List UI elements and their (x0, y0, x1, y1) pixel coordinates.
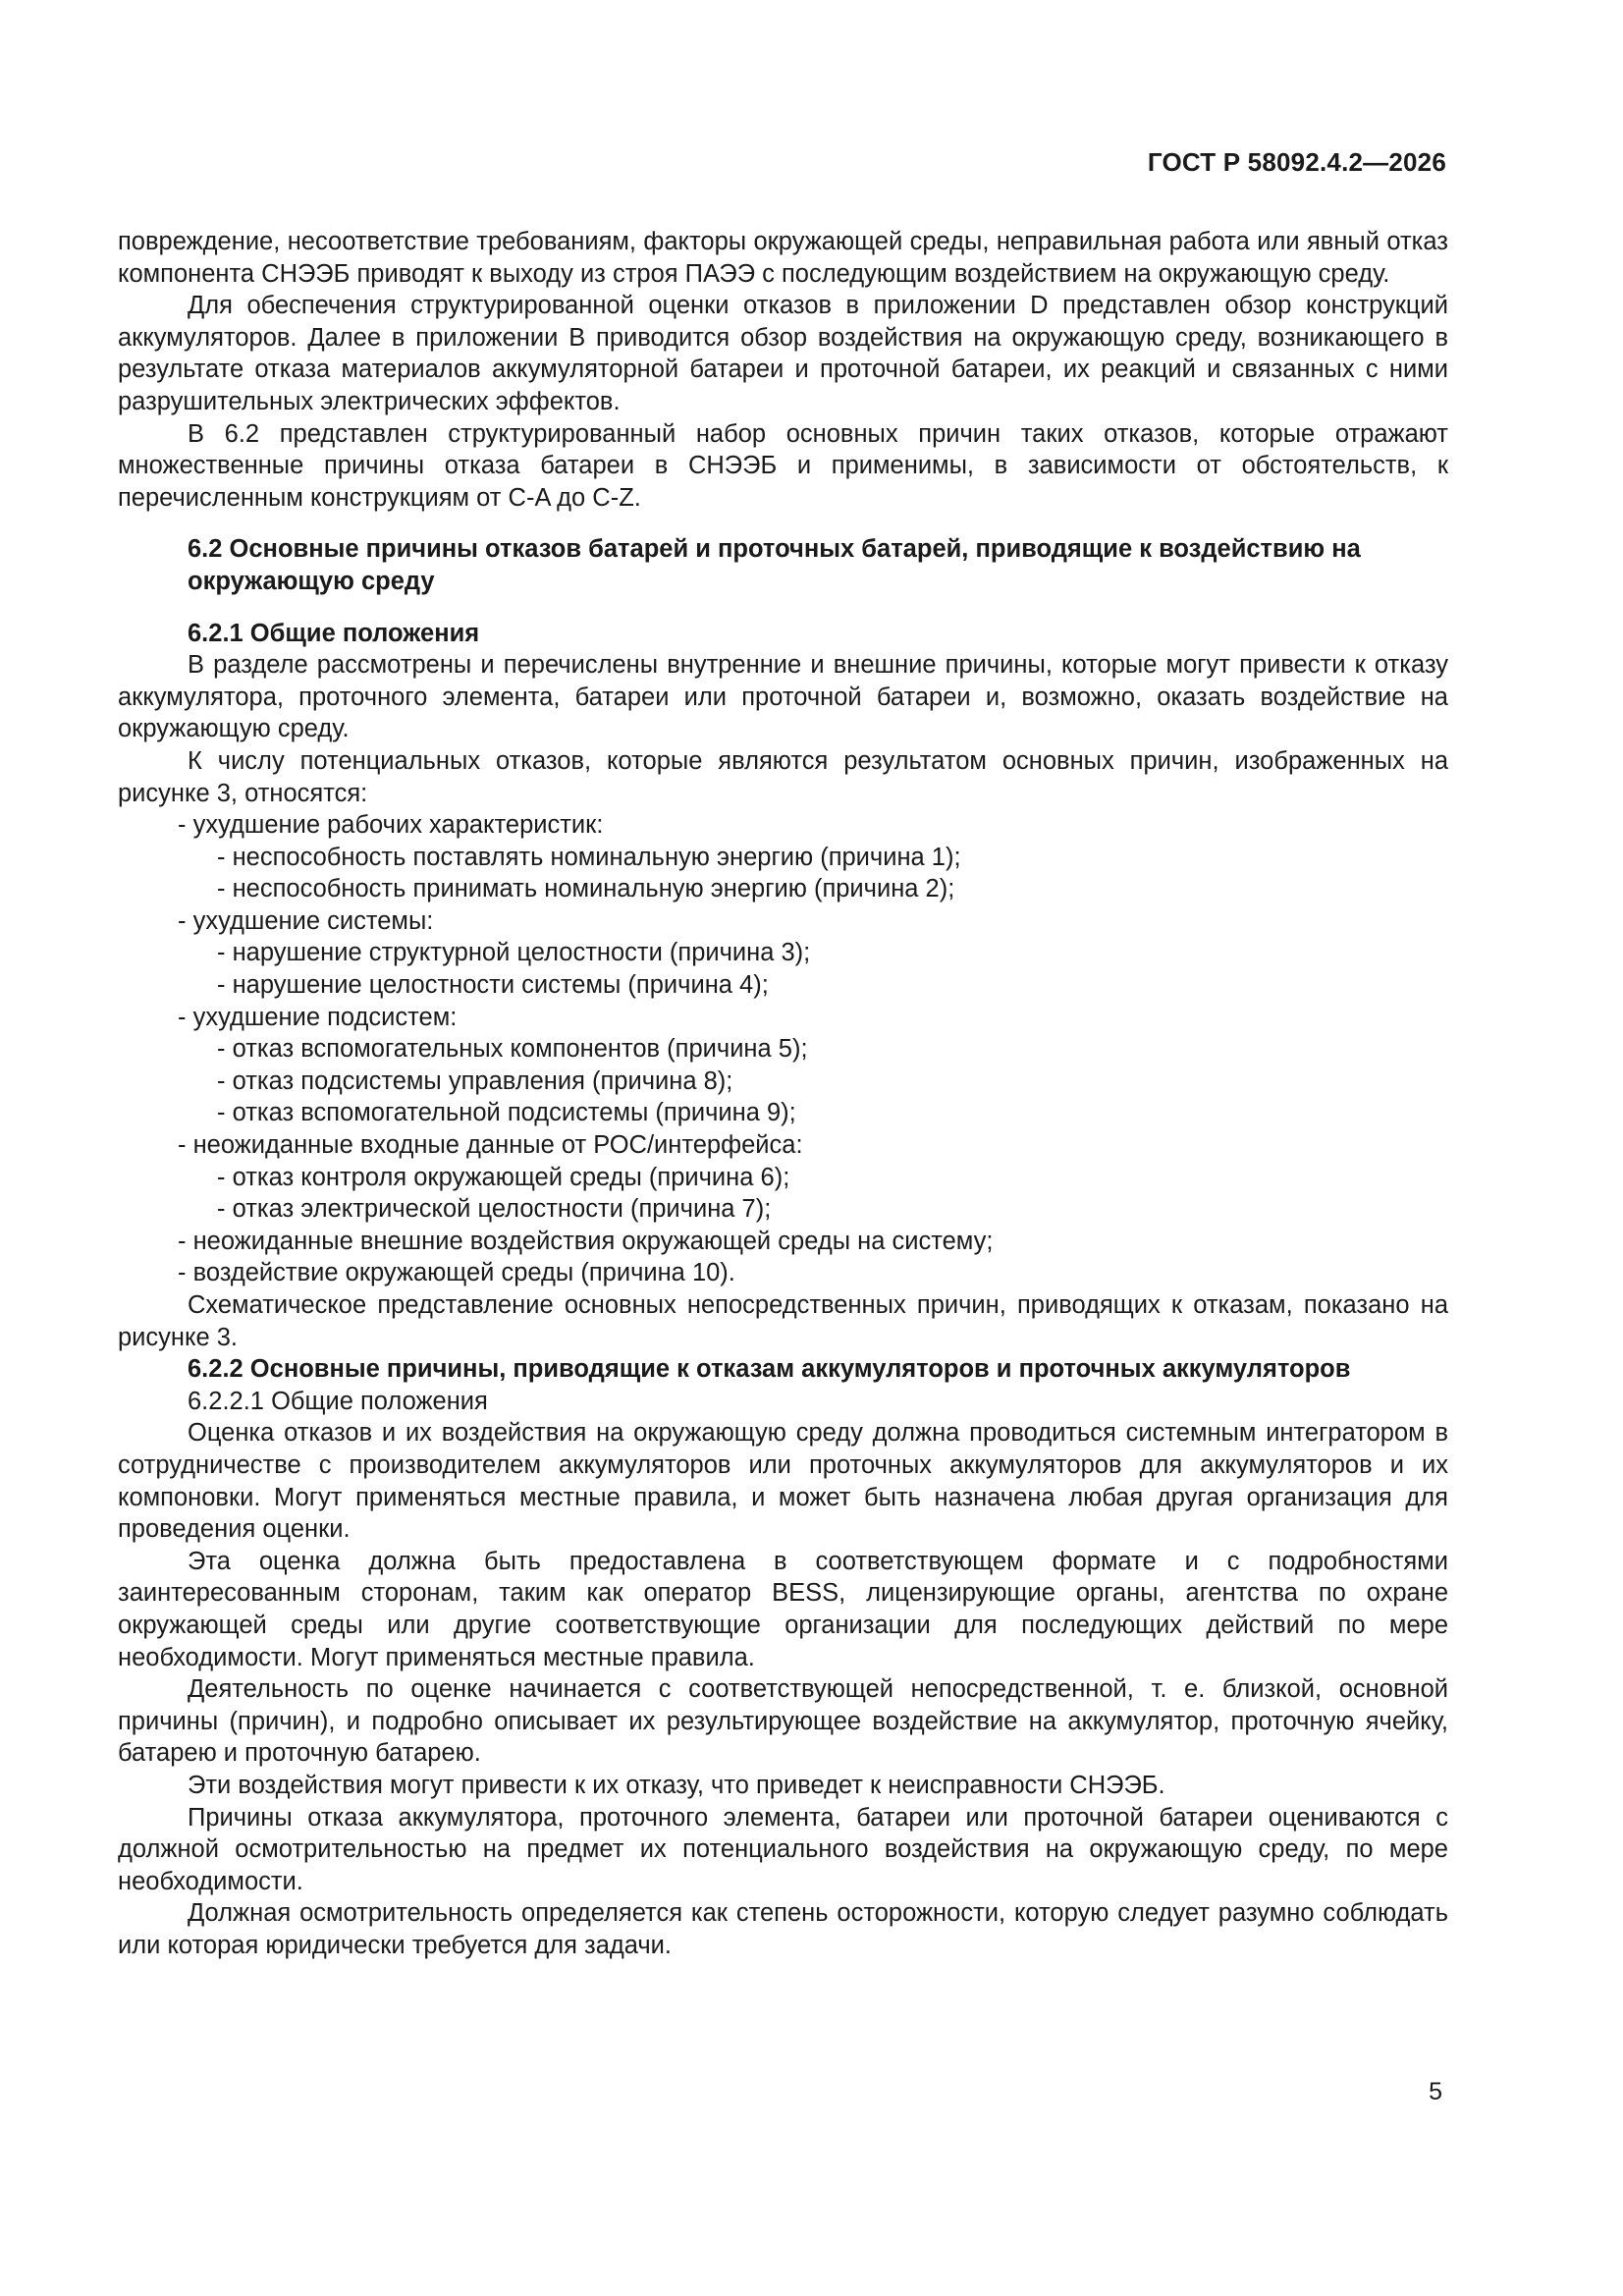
section-6-2-2-1-heading: 6.2.2.1 Общие положения (188, 1387, 488, 1415)
section-6-2-1-paragraph-2: К числу потенциальных отказов, которые являются результатом основных причин, изображенных на рисунке 3, относятся: (118, 746, 1448, 807)
list-item: - ухудшение подсистем: (178, 1003, 458, 1031)
section-6-2-2-paragraph-3: Деятельность по оценке начинается с соответствующей непосредственной, т. е. близкой, основной причины (причин), и подробно описывает их результирующее воздействие на аккумулятор, проточную ячейку, батарею и проточную батарею. (118, 1675, 1448, 1768)
document-code-header: ГОСТ Р 58092.4.2—2026 (1147, 147, 1446, 177)
list-item: - ухудшение системы: (178, 906, 434, 935)
list-item: - ухудшение рабочих характеристик: (178, 811, 604, 840)
page-number: 5 (1429, 2078, 1442, 2105)
list-item: - неспособность поставлять номинальную энергию (причина 1); (217, 843, 961, 871)
intro-paragraph-3: В 6.2 представлен структурированный набор основных причин таких отказов, которые отражают множественные причины отказа батареи в СНЭЭБ и применимы, в зависимости от обстоятельств, к перечисленным конструкциям от C-A до C-Z. (118, 419, 1448, 512)
list-item: - отказ контроля окружающей среды (причина 6); (217, 1163, 790, 1191)
list-item: - неожиданные входные данные от РОС/интерфейса: (178, 1131, 803, 1160)
section-6-2-heading: 6.2 Основные причины отказов батарей и проточных батарей, приводящие к воздействию на окружающую среду (188, 535, 1361, 595)
section-6-2-2-heading: 6.2.2 Основные причины, приводящие к отказам аккумуляторов и проточных аккумуляторов (188, 1355, 1351, 1384)
list-item: - неожиданные внешние воздействия окружающей среды на систему; (178, 1227, 994, 1255)
list-item: - отказ подсистемы управления (причина 8); (217, 1066, 733, 1095)
section-6-2-2-paragraph-5: Причины отказа аккумулятора, проточного элемента, батареи или проточной батареи оцениваются с должной осмотрительностью на предмет их потенциального воздействия на окружающую среду, по мере необходимости. (118, 1803, 1448, 1895)
section-6-2-1-paragraph-1: В разделе рассмотрены и перечислены внутренние и внешние причины, которые могут привести к отказу аккумулятора, проточного элемента, батареи или проточной батареи и, возможно, оказать воздействие на окружающую среду. (118, 651, 1448, 743)
section-6-2-1-paragraph-3: Схематическое представление основных непосредственных причин, приводящих к отказам, показано на рисунке 3. (118, 1291, 1448, 1351)
list-item: - нарушение целостности системы (причина 4); (217, 971, 769, 1000)
section-6-2-2-paragraph-6: Должная осмотрительность определяется как степень осторожности, которую следует разумно соблюдать или которая юридически требуется для задачи. (118, 1899, 1448, 1959)
section-6-2-1-heading: 6.2.1 Общие положения (188, 619, 480, 647)
page-body (118, 226, 1448, 1961)
failure-causes-list (118, 809, 1448, 1289)
list-item: - неспособность принимать номинальную энергию (причина 2); (217, 875, 955, 903)
list-item: - отказ вспомогательных компонентов (причина 5); (217, 1035, 808, 1064)
list-item: - отказ электрической целостности (причина 7); (217, 1195, 772, 1224)
list-item: - отказ вспомогательной подсистемы (причина 9); (217, 1099, 796, 1127)
section-6-2-2-paragraph-4: Эти воздействия могут привести к их отказу, что приведет к неисправности СНЭЭБ. (188, 1771, 1165, 1799)
intro-paragraph-2: Для обеспечения структурированной оценки отказов в приложении D представлен обзор конструкций аккумуляторов. Далее в приложении B приводится обзор воздействия на окружающую среду, возникающего в результате отказа материалов аккумуляторной батареи и проточной батареи, их реакций и связанных с ними разрушительных электрических эффектов. (118, 292, 1448, 415)
list-item: - нарушение структурной целостности (причина 3); (217, 939, 811, 967)
intro-paragraph-1: повреждение, несоответствие требованиям, факторы окружающей среды, неправильная работа или явный отказ компонента СНЭЭБ приводят к выходу из строя ПАЭЭ с последующим воздействием на окружающую среду. (118, 228, 1448, 288)
section-6-2-2-paragraph-1: Оценка отказов и их воздействия на окружающую среду должна проводиться системным интегратором в сотрудничестве с производителем аккумуляторов или проточных аккумуляторов для аккумуляторов и их компоновки. Могут применяться местные правила, и может быть назначена любая другая организация для проведения оценки. (118, 1419, 1448, 1544)
list-item: - воздействие окружающей среды (причина 10). (178, 1259, 735, 1287)
section-6-2-2-paragraph-2: Эта оценка должна быть предоставлена в соответствующем формате и с подробностями заинтересованным сторонам, таким как оператор BESS, лицензирующие органы, агентства по охране окружающей среды или другие соответствующие организации для последующих действий по мере необходимости. Могут применяться местные правила. (118, 1547, 1448, 1671)
